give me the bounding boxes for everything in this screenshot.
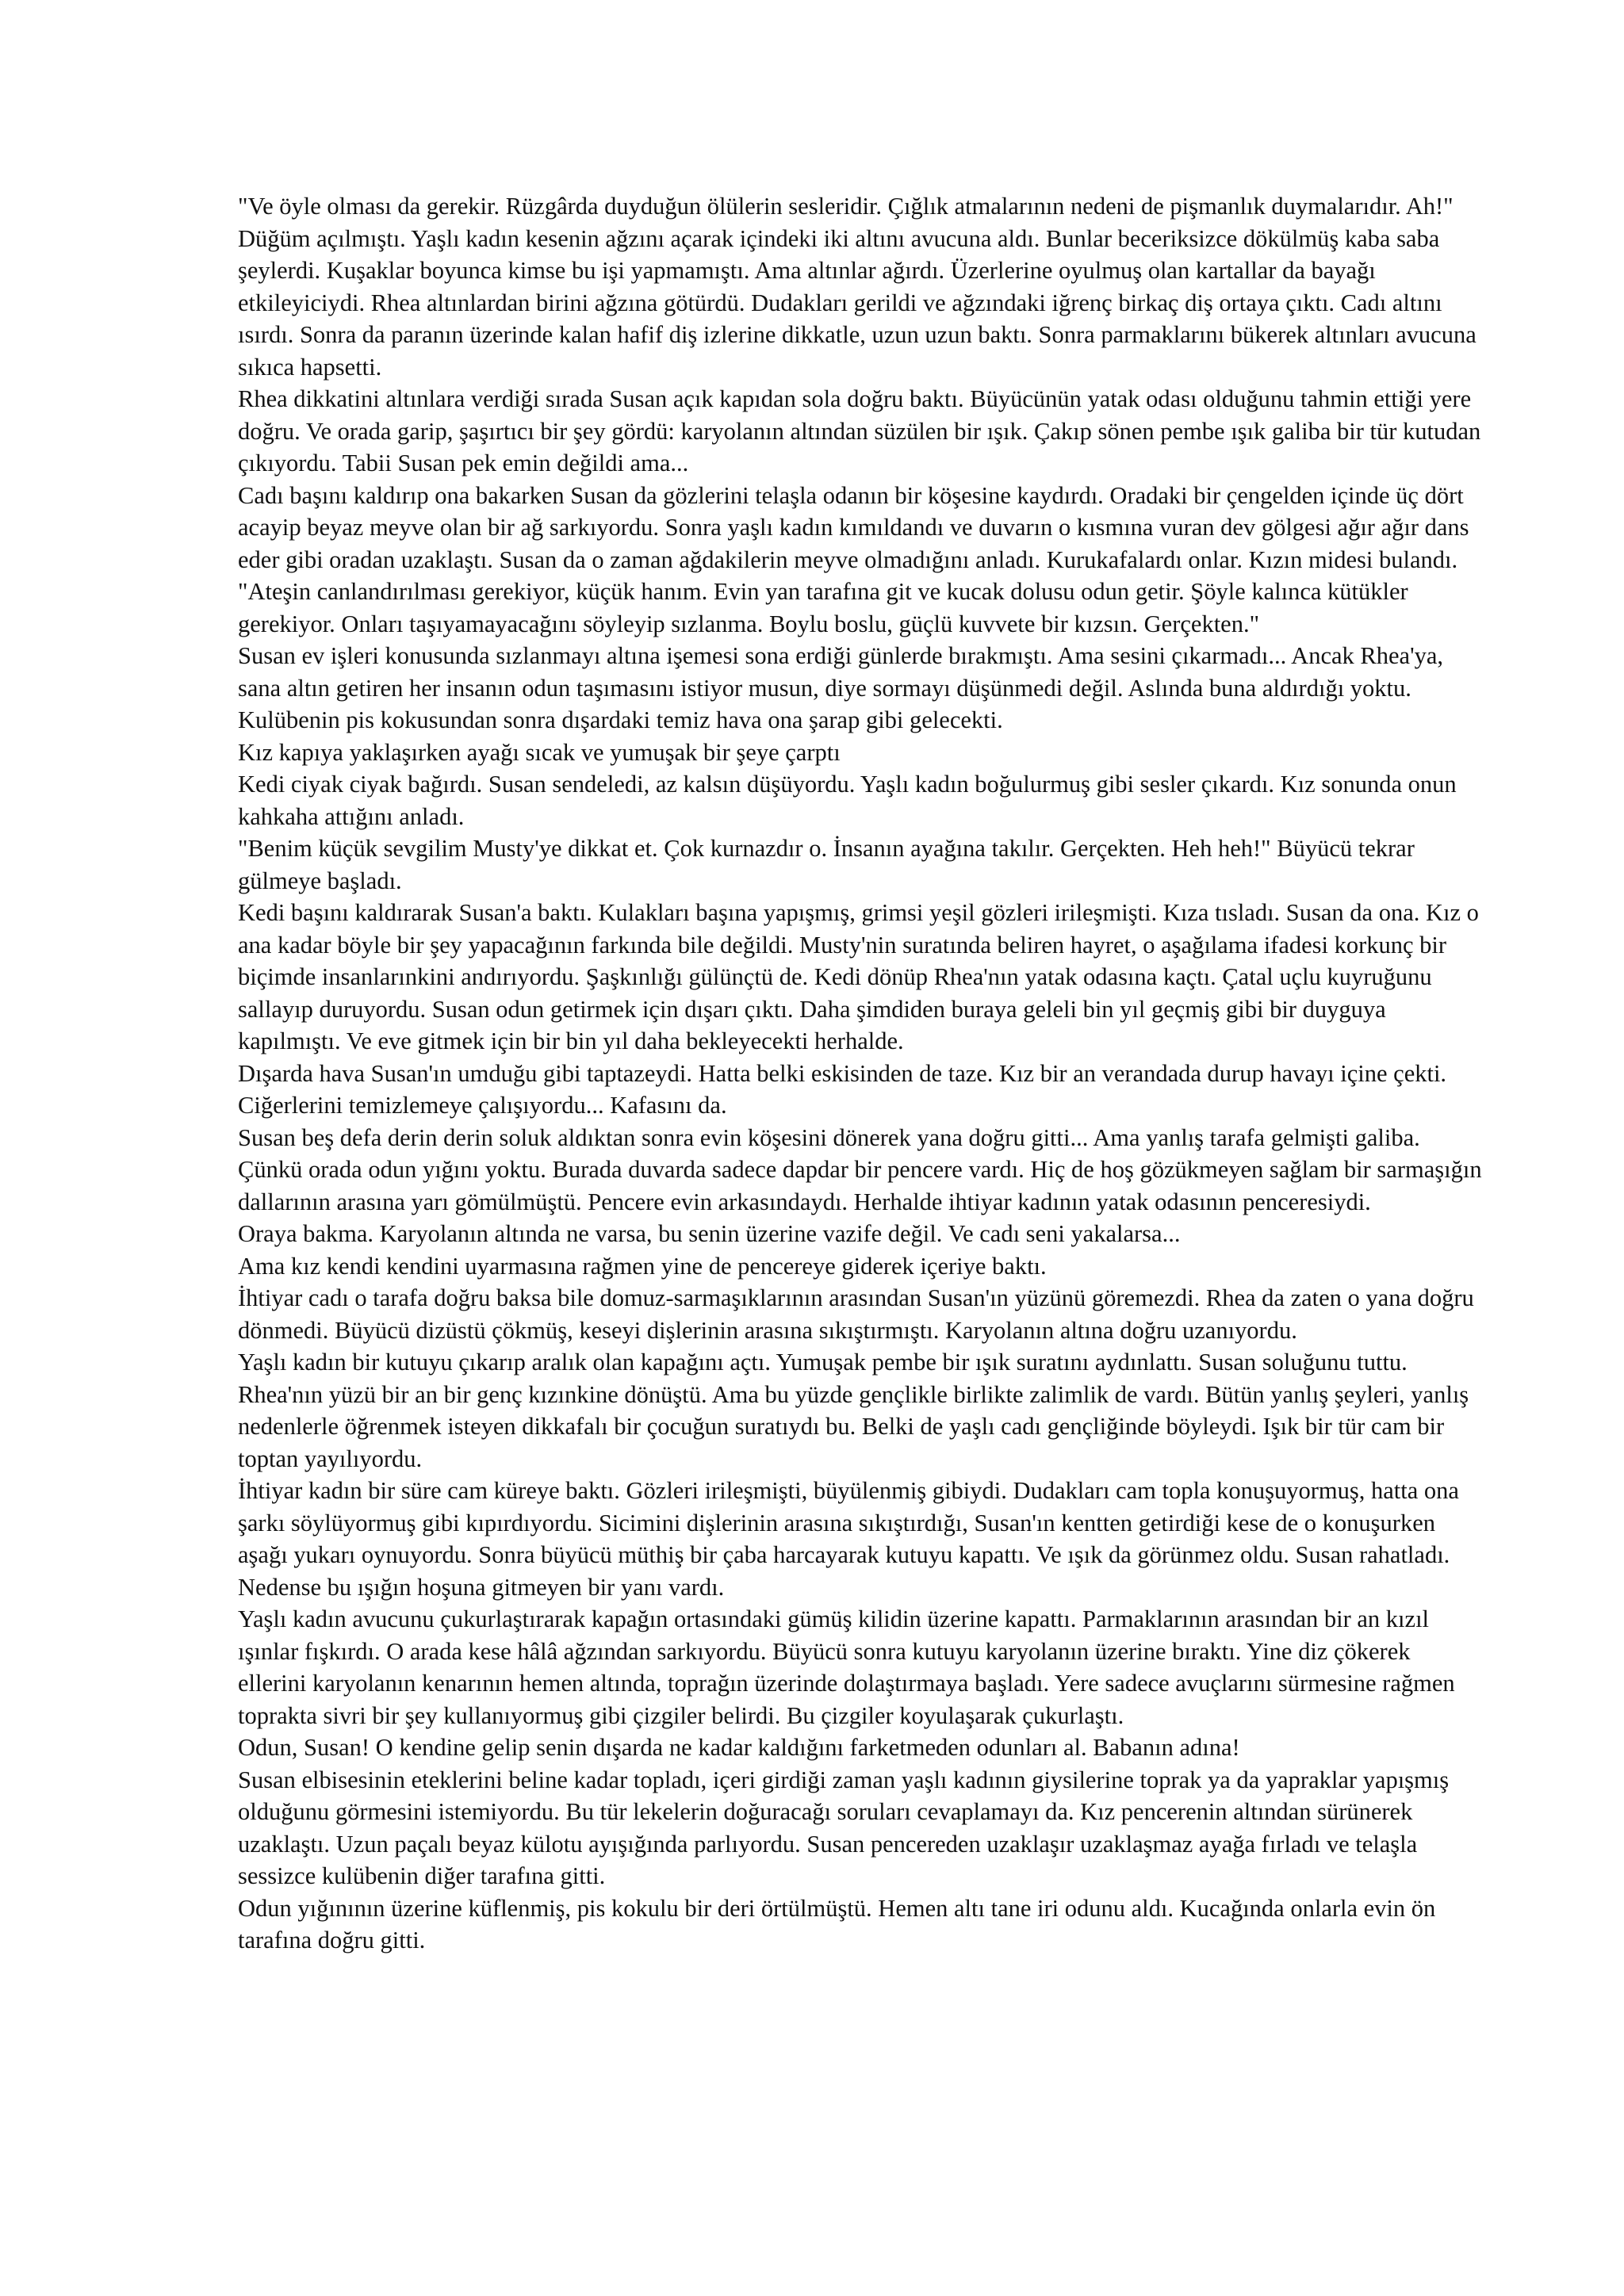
paragraph: İhtiyar cadı o tarafa doğru baksa bile domuz-sarmaşıklarının arasından Susan'ın yüzünü göremezdi. Rhea da zaten o yana doğru dönmedi. Büyücü dizüstü çökmüş, keseyi dişlerinin arasına sıkıştırmıştı. Karyolanın altına doğru uzanıyordu.	[238, 1284, 1474, 1344]
document-body	[238, 190, 1484, 1957]
paragraph: Kedi ciyak ciyak bağırdı. Susan sendeledi, az kalsın düşüyordu. Yaşlı kadın boğulurmuş gibi sesler çıkardı. Kız sonunda onun kahkaha attığını anladı.	[238, 771, 1457, 830]
paragraph: "Benim küçük sevgilim Musty'ye dikkat et. Çok kurnazdır o. İnsanın ayağına takılır. Gerçekten. Heh heh!" Büyücü tekrar gülmeye başladı.	[238, 835, 1415, 894]
paragraph: Odun, Susan! O kendine gelip senin dışarda ne kadar kaldığını farketmeden odunları al. Babanın adına!	[238, 1734, 1240, 1761]
paragraph: Oraya bakma. Karyolanın altında ne varsa, bu senin üzerine vazife değil. Ve cadı seni yakalarsa...	[238, 1220, 1181, 1247]
paragraph: Susan elbisesinin eteklerini beline kadar topladı, içeri girdiği zaman yaşlı kadının giysilerine toprak ya da yapraklar yapışmış olduğunu görmesini istemiyordu. Bu tür lekelerin doğuracağı soruları cevaplamayı da. Kız pencerenin altından sürünerek uzaklaştı. Uzun paçalı beyaz külotu ayışığında parlıyordu. Susan pencereden uzaklaşır uzaklaşmaz ayağa fırladı ve telaşla sessizce kulübenin diğer tarafına gitti.	[238, 1766, 1450, 1889]
paragraph: Susan beş defa derin derin soluk aldıktan sonra evin köşesini dönerek yana doğru gitti... Ama yanlış tarafa gelmişti galiba. Çünkü orada odun yığını yoktu. Burada duvarda sadece dapdar bir pencere vardı. Hiç de hoş gözükmeyen sağlam bir sarmaşığın dallarının arasına yarı gömülmüştü. Pencere evin arkasındaydı. Herhalde ihtiyar kadının yatak odasının penceresiydi.	[238, 1123, 1482, 1215]
paragraph: "Ateşin canlandırılması gerekiyor, küçük hanım. Evin yan tarafına git ve kucak dolusu odun getir. Şöyle kalınca kütükler gerekiyor. Onları taşıyamayacağını söyleyip sızlanma. Boylu boslu, güçlü kuvvete bir kızsın. Gerçekten."	[238, 578, 1408, 637]
paragraph: Cadı başını kaldırıp ona bakarken Susan da gözlerini telaşla odanın bir köşesine kaydırdı. Oradaki bir çengelden içinde üç dört acayip beyaz meyve olan bir ağ sarkıyordu. Sonra yaşlı kadın kımıldandı ve duvarın o kısmına vuran dev gölgesi ağır ağır dans eder gibi oradan uzaklaştı. Susan da o zaman ağdakilerin meyve olmadığını anladı. Kurukafalardı onlar. Kızın midesi bulandı.	[238, 481, 1469, 573]
paragraph: Yaşlı kadın bir kutuyu çıkarıp aralık olan kapağını açtı. Yumuşak pembe bir ışık suratını aydınlattı. Susan soluğunu tuttu. Rhea'nın yüzü bir an bir genç kızınkine dönüştü. Ama bu yüzde gençlikle birlikte zalimlik de vardı. Bütün yanlış şeyleri, yanlış nedenlerle öğrenmek isteyen dikkafalı bir çocuğun suratıydı bu. Belki de yaşlı cadı gençliğinde böyleydi. Işık bir tür cam bir toptan yayılıyordu.	[238, 1349, 1469, 1472]
paragraph: Düğüm açılmıştı. Yaşlı kadın kesenin ağzını açarak içindeki iki altını avucuna aldı. Bunlar beceriksizce dökülmüş kaba saba şeylerdi. Kuşaklar boyunca kimse bu işi yapmamıştı. Ama altınlar ağırdı. Üzerlerine oyulmuş olan kartallar da bayağı etkileyiciydi. Rhea altınlardan birini ağzına götürdü. Dudakları gerildi ve ağzındaki iğrenç birkaç diş ortaya çıktı. Cadı altını ısırdı. Sonra da paranın üzerinde kalan hafif diş izlerine dikkatle, uzun uzun baktı. Sonra parmaklarını bükerek altınları avucuna sıkıca hapsetti.	[238, 224, 1477, 381]
paragraph: Dışarda hava Susan'ın umduğu gibi taptazeydi. Hatta belki eskisinden de taze. Kız bir an verandada durup havayı içine çekti. Ciğerlerini temizlemeye çalışıyordu... Kafasını da.	[238, 1059, 1447, 1119]
paragraph: Kız kapıya yaklaşırken ayağı sıcak ve yumuşak bir şeye çarptı	[238, 738, 841, 766]
paragraph: İhtiyar kadın bir süre cam küreye baktı. Gözleri irileşmişti, büyülenmiş gibiydi. Dudakları cam topla konuşuyormuş, hatta ona şarkı söylüyormuş gibi kıpırdıyordu. Sicimini dişlerinin arasına sıkıştırdığı, Susan'ın kentten getirdiği kese de o konuşurken aşağı yukarı oynuyordu. Sonra büyücü müthiş bir çaba harcayarak kutuyu kapattı. Ve ışık da görünmez oldu. Susan rahatladı. Nedense bu ışığın hoşuna gitmeyen bir yanı vardı.	[238, 1477, 1459, 1601]
paragraph: Susan ev işleri konusunda sızlanmayı altına işemesi sona erdiği günlerde bırakmıştı. Ama sesini çıkarmadı... Ancak Rhea'ya, sana altın getiren her insanın odun taşımasını istiyor musun, diye sormayı düşünmedi değil. Aslında buna aldırdığı yoktu. Kulübenin pis kokusundan sonra dışardaki temiz hava ona şarap gibi gelecekti.	[238, 642, 1443, 733]
paragraph: Rhea dikkatini altınlara verdiği sırada Susan açık kapıdan sola doğru baktı. Büyücünün yatak odası olduğunu tahmin ettiği yere doğru. Ve orada garip, şaşırtıcı bir şey gördü: karyolanın altından süzülen bir ışık. Çakıp sönen pembe ışık galiba bir tür kutudan çıkıyordu. Tabii Susan pek emin değildi ama...	[238, 385, 1481, 476]
paragraph: Ama kız kendi kendini uyarmasına rağmen yine de pencereye giderek içeriye baktı.	[238, 1252, 1047, 1280]
paragraph: Kedi başını kaldırarak Susan'a baktı. Kulakları başına yapışmış, grimsi yeşil gözleri irileşmişti. Kıza tısladı. Susan da ona. Kız o ana kadar böyle bir şey yapacağının farkında bile değildi. Musty'nin suratında beliren hayret, o aşağılama ifadesi korkunç bir biçimde insanlarınkini andırıyordu. Şaşkınlığı gülünçtü de. Kedi dönüp Rhea'nın yatak odasına kaçtı. Çatal uçlu kuyruğunu sallayıp duruyordu. Susan odun getirmek için dışarı çıktı. Daha şimdiden buraya geleli bin yıl geçmiş gibi bir duyguya kapılmıştı. Ve eve gitmek için bir bin yıl daha bekleyecekti herhalde.	[238, 899, 1479, 1054]
paragraph: "Ve öyle olması da gerekir. Rüzgârda duyduğun ölülerin sesleridir. Çığlık atmalarının nedeni de pişmanlık duymalarıdır. Ah!"	[238, 193, 1454, 220]
paragraph: Yaşlı kadın avucunu çukurlaştırarak kapağın ortasındaki gümüş kilidin üzerine kapattı. Parmaklarının arasından bir an kızıl ışınlar fışkırdı. O arada kese hâlâ ağzından sarkıyordu. Büyücü sonra kutuyu karyolanın üzerine bıraktı. Yine diz çökerek ellerini karyolanın kenarının hemen altında, toprağın üzerinde dolaştırmaya başladı. Yere sadece avuçlarını sürmesine rağmen toprakta sivri bir şey kullanıyormuş gibi çizgiler belirdi. Bu çizgiler koyulaşarak çukurlaştı.	[238, 1605, 1455, 1729]
paragraph: Odun yığınının üzerine küflenmiş, pis kokulu bir deri örtülmüştü. Hemen altı tane iri odunu aldı. Kucağında onlarla evin ön tarafına doğru gitti.	[238, 1894, 1436, 1954]
